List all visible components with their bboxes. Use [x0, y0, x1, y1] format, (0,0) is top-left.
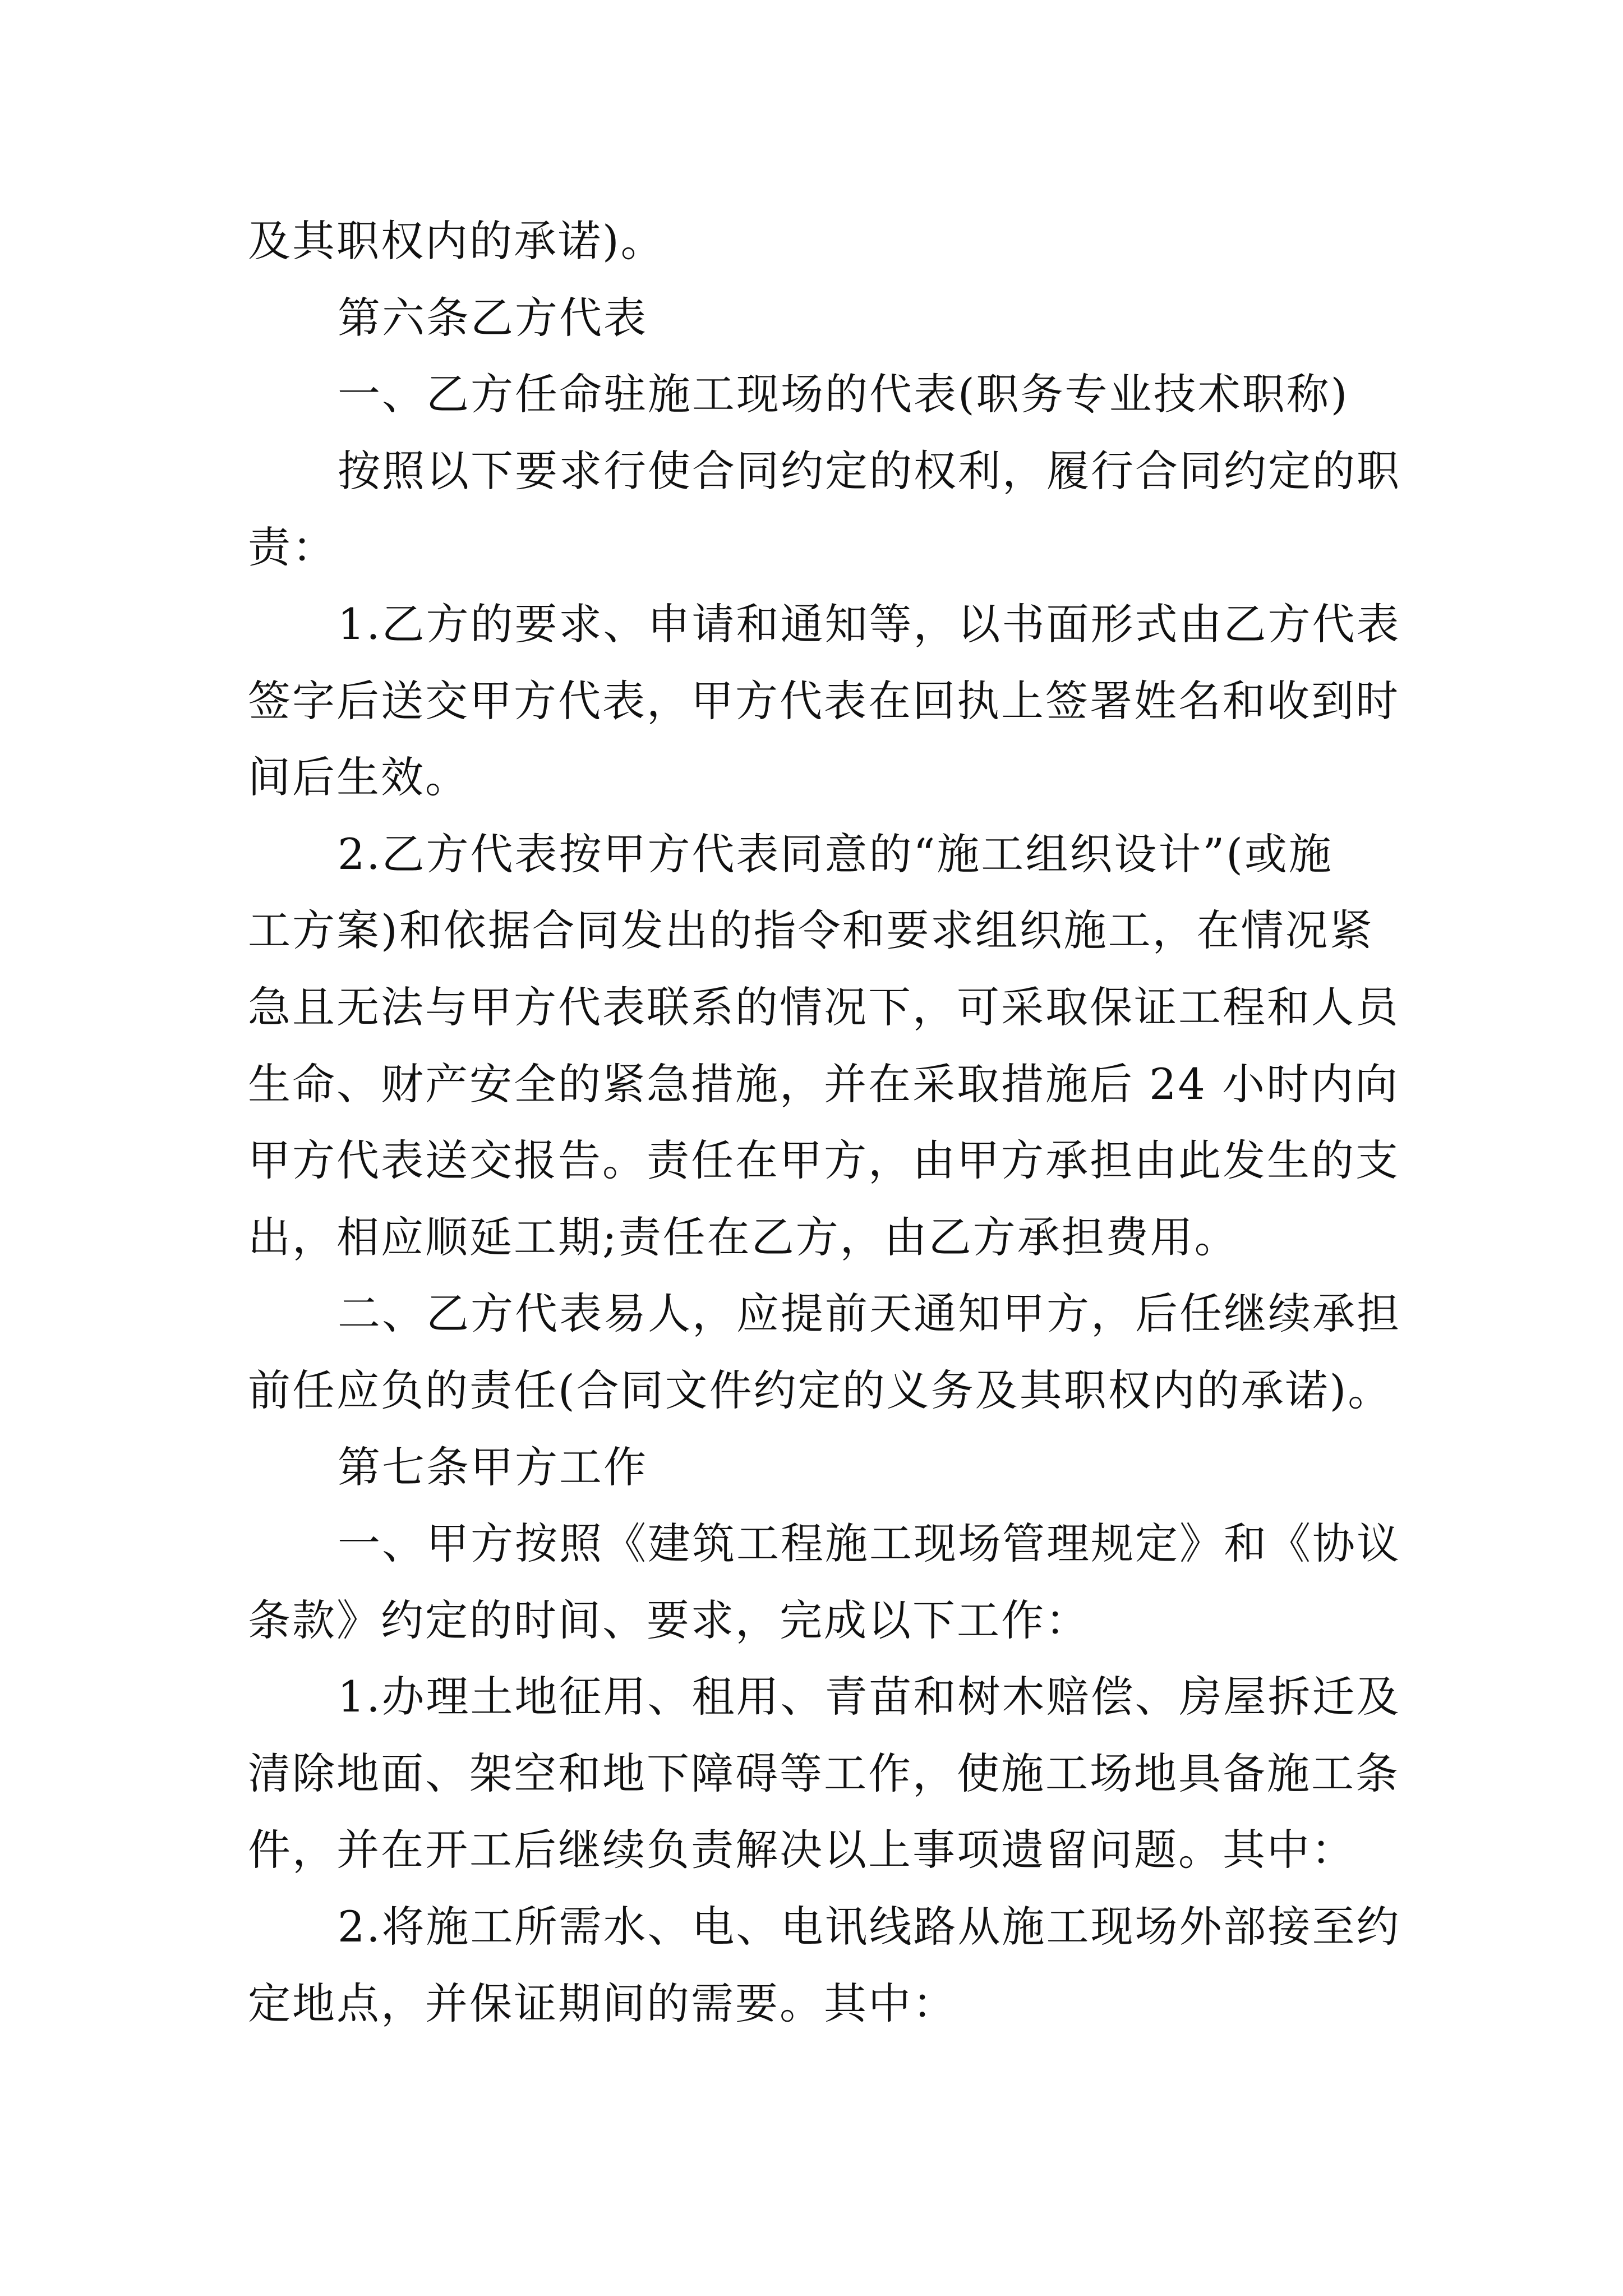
paragraph [248, 586, 1403, 816]
text-line: 甲方代表送交报告。责任在甲方，由甲方承担由此发生的支 [248, 1135, 1400, 1186]
paragraph [248, 356, 1403, 433]
text-line: 前任应负的责任(合同文件约定的义务及其职权内的承诺)。 [248, 1365, 1393, 1415]
text-line: 责： [248, 522, 336, 573]
text-line: 第七条甲方工作 [338, 1442, 648, 1492]
text-line: 1.办理土地征用、租用、青苗和树木赔偿、房屋拆迁及 [338, 1672, 1401, 1722]
paragraph [248, 816, 1403, 1276]
text-line: 及其职权内的承诺)。 [248, 216, 665, 266]
text-line: 清除地面、架空和地下障碍等工作，使施工场地具备施工条 [248, 1748, 1400, 1798]
paragraph [248, 1889, 1403, 2042]
paragraph [248, 1659, 1403, 1889]
text-line: 一、甲方按照《建筑工程施工现场管理规定》和《协议 [338, 1519, 1401, 1569]
text-line: 1.乙方的要求、申请和通知等，以书面形式由乙方代表 [338, 599, 1401, 649]
text-line: 签字后送交甲方代表，甲方代表在回执上签署姓名和收到时 [248, 675, 1400, 726]
text-line: 间后生效。 [248, 752, 469, 803]
text-line: 件，并在开工后继续负责解决以上事项遗留问题。其中： [248, 1825, 1355, 1875]
text-line: 条款》约定的时间、要求，完成以下工作： [248, 1595, 1090, 1645]
paragraph [248, 433, 1403, 586]
paragraph [248, 203, 1403, 280]
text-line: 二、乙方代表易人，应提前天通知甲方，后任继续承担 [338, 1289, 1401, 1339]
paragraph [248, 1506, 1403, 1659]
text-line: 急且无法与甲方代表联系的情况下，可采取保证工程和人员 [248, 982, 1400, 1032]
text-line: 2.乙方代表按甲方代表同意的“施工组织设计”(或施 [338, 829, 1333, 879]
paragraph [248, 1276, 1403, 1429]
text-line: 第六条乙方代表 [338, 292, 648, 343]
text-line: 工方案)和依据合同发出的指令和要求组织施工，在情况紧 [248, 905, 1374, 956]
paragraph [248, 280, 1403, 357]
text-line: 一、乙方任命驻施工现场的代表(职务专业技术职称) [338, 369, 1349, 420]
text-line: 定地点，并保证期间的需要。其中： [248, 1978, 957, 2028]
text-line: 生命、财产安全的紧急措施，并在采取措施后 24 小时内向 [248, 1059, 1400, 1109]
document-body [248, 203, 1403, 2042]
text-line: 2.将施工所需水、电、电讯线路从施工现场外部接至约 [338, 1902, 1401, 1952]
text-line: 出，相应顺延工期;责任在乙方，由乙方承担费用。 [248, 1212, 1239, 1262]
text-line: 按照以下要求行使合同约定的权利，履行合同约定的职 [338, 445, 1401, 496]
paragraph [248, 1429, 1403, 1506]
